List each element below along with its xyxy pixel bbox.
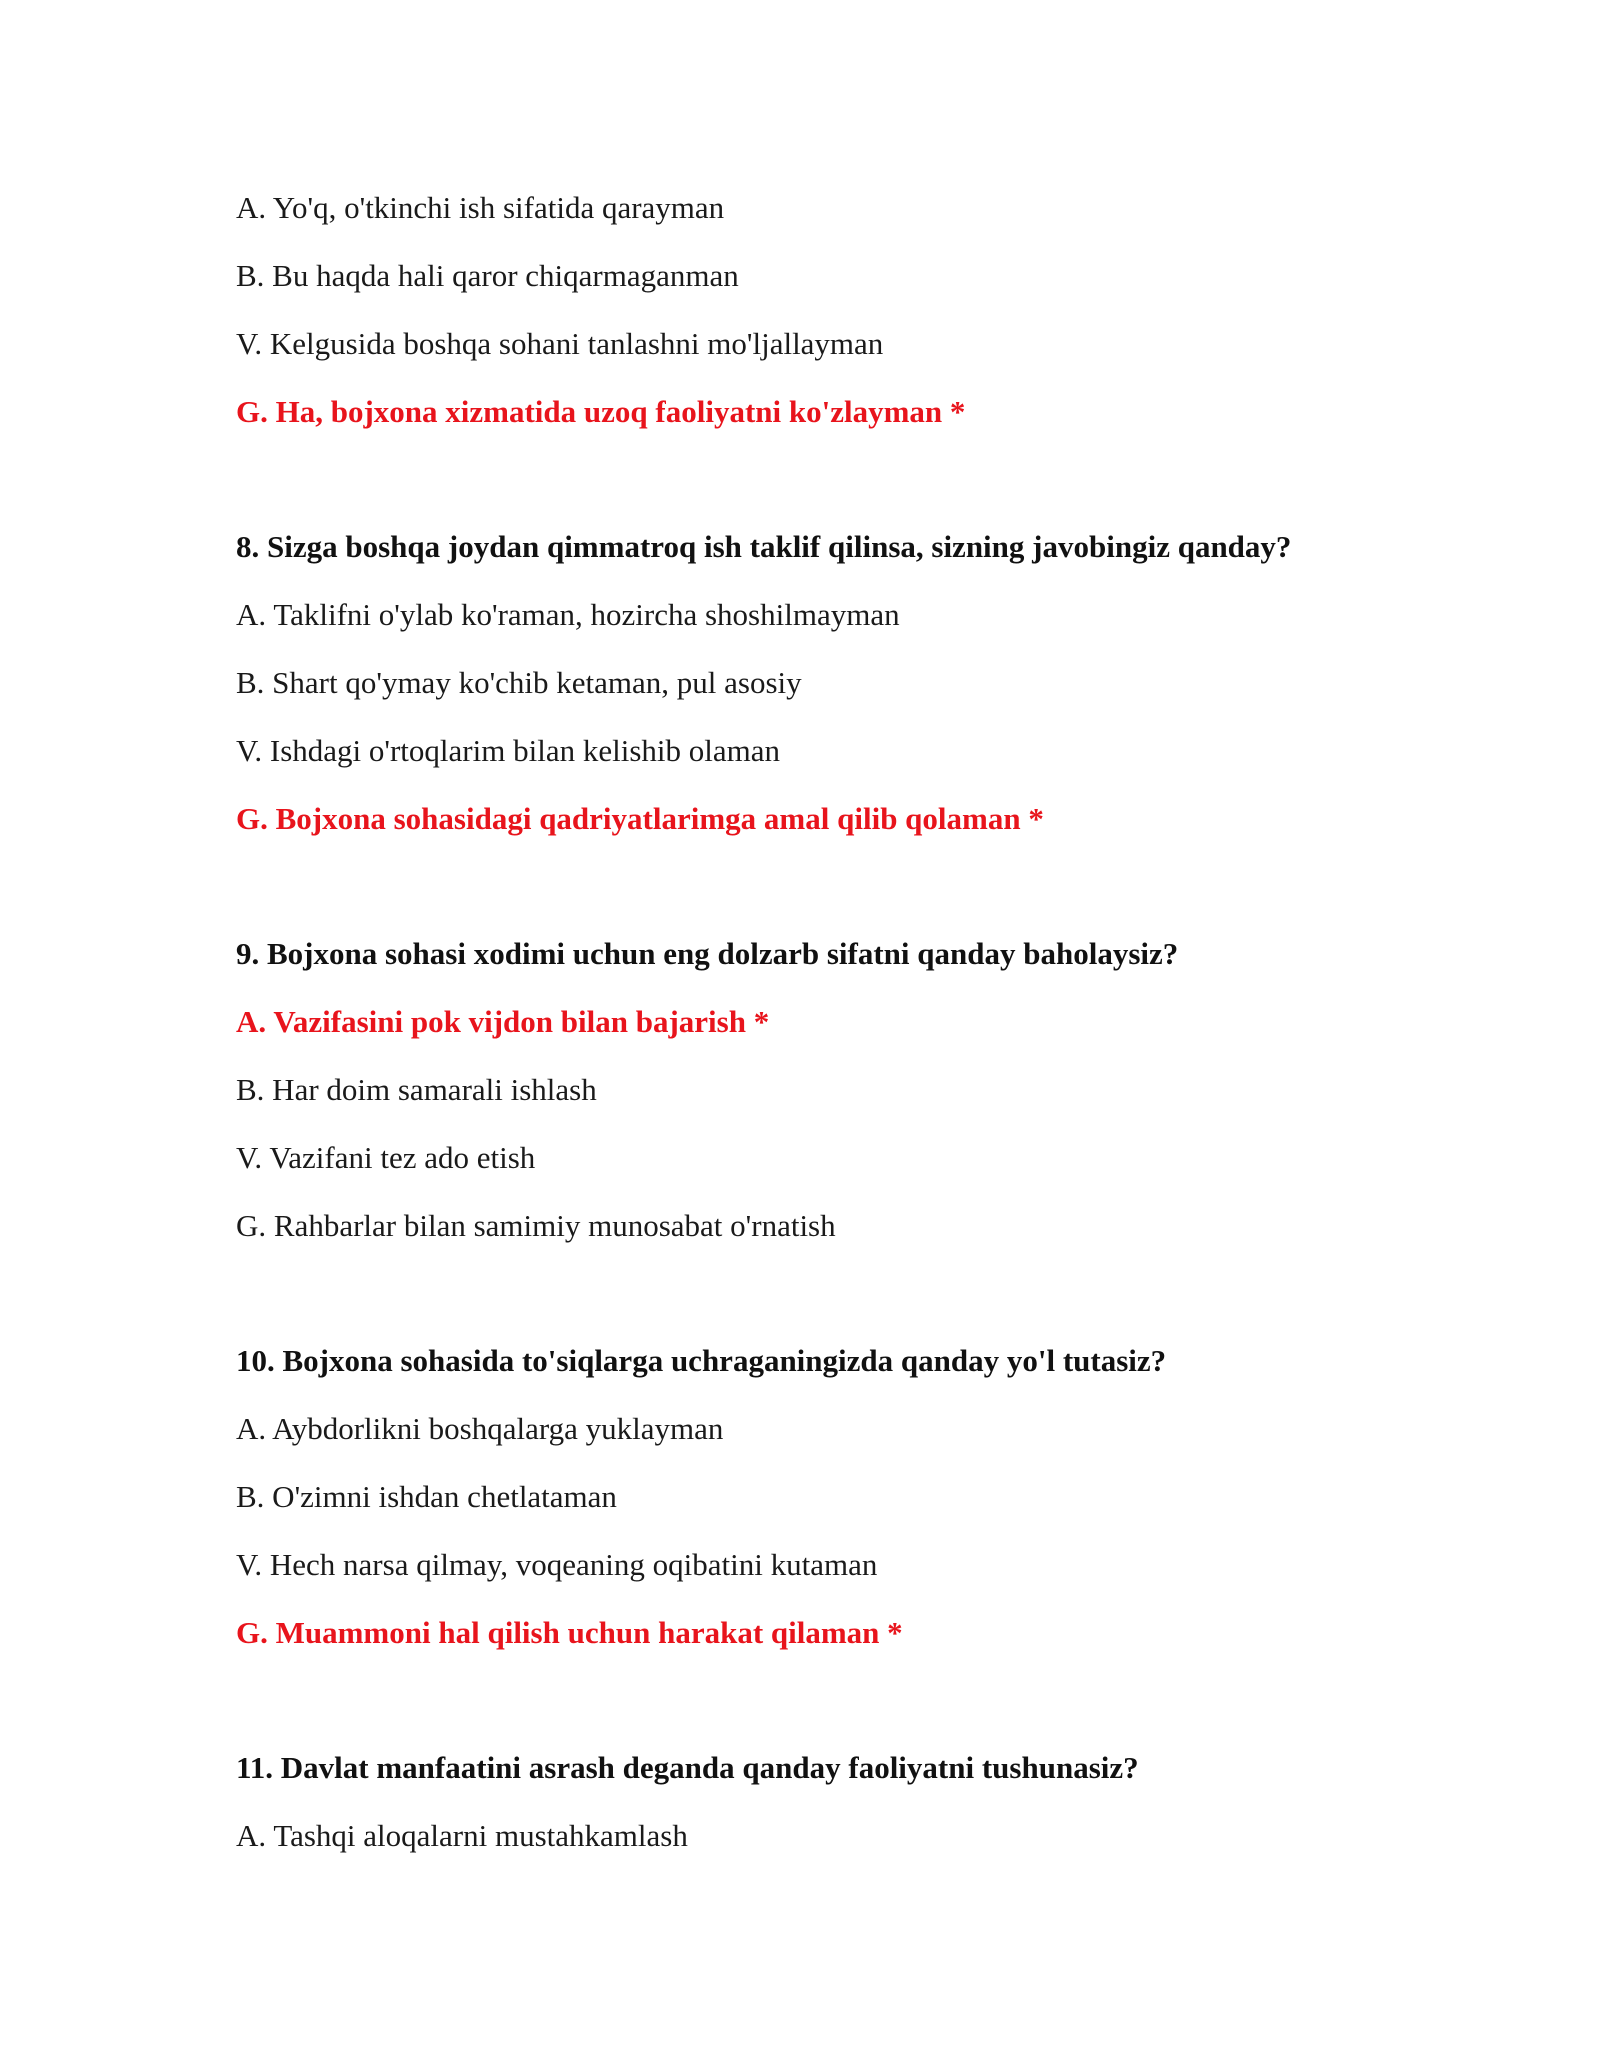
q11-question: 11. Davlat manfaatini asrash deganda qanday faoliyatni tushunasiz?	[236, 1750, 1139, 1785]
q8-option-g-correct: G. Bojxona sohasidagi qadriyatlarimga amal qilib qolaman *	[236, 801, 1044, 836]
q7-option-g-correct: G. Ha, bojxona xizmatida uzoq faoliyatni ko'zlayman *	[236, 394, 966, 429]
q7-option-a: A. Yo'q, o'tkinchi ish sifatida qarayman	[236, 190, 725, 225]
q10-question: 10. Bojxona sohasida to'siqlarga uchraganingizda qanday yo'l tutasiz?	[236, 1343, 1167, 1378]
q10-option-b: B. O'zimni ishdan chetlataman	[236, 1479, 617, 1514]
q9-option-a-correct: A. Vazifasini pok vijdon bilan bajarish *	[236, 1004, 770, 1039]
q11-option-a: A. Tashqi aloqalarni mustahkamlash	[236, 1818, 688, 1853]
q7-option-b: B. Bu haqda hali qaror chiqarmaganman	[236, 258, 739, 293]
q7-option-v: V. Kelgusida boshqa sohani tanlashni mo'ljallayman	[236, 326, 884, 361]
q8-option-a: A. Taklifni o'ylab ko'raman, hozircha shoshilmayman	[236, 597, 900, 632]
q9-question: 9. Bojxona sohasi xodimi uchun eng dolzarb sifatni qanday baholaysiz?	[236, 936, 1179, 971]
q9-option-b: B. Har doim samarali ishlash	[236, 1072, 597, 1107]
q9-option-g: G. Rahbarlar bilan samimiy munosabat o'rnatish	[236, 1208, 836, 1243]
q8-option-v: V. Ishdagi o'rtoqlarim bilan kelishib olaman	[236, 733, 780, 768]
q10-option-g-correct: G. Muammoni hal qilish uchun harakat qilaman *	[236, 1615, 903, 1650]
q8-question: 8. Sizga boshqa joydan qimmatroq ish taklif qilinsa, sizning javobingiz qanday?	[236, 529, 1292, 564]
q9-option-v: V. Vazifani tez ado etish	[236, 1140, 536, 1175]
q8-option-b: B. Shart qo'ymay ko'chib ketaman, pul asosiy	[236, 665, 802, 700]
q10-option-v: V. Hech narsa qilmay, voqeaning oqibatini kutaman	[236, 1547, 878, 1582]
q10-option-a: A. Aybdorlikni boshqalarga yuklayman	[236, 1411, 724, 1446]
